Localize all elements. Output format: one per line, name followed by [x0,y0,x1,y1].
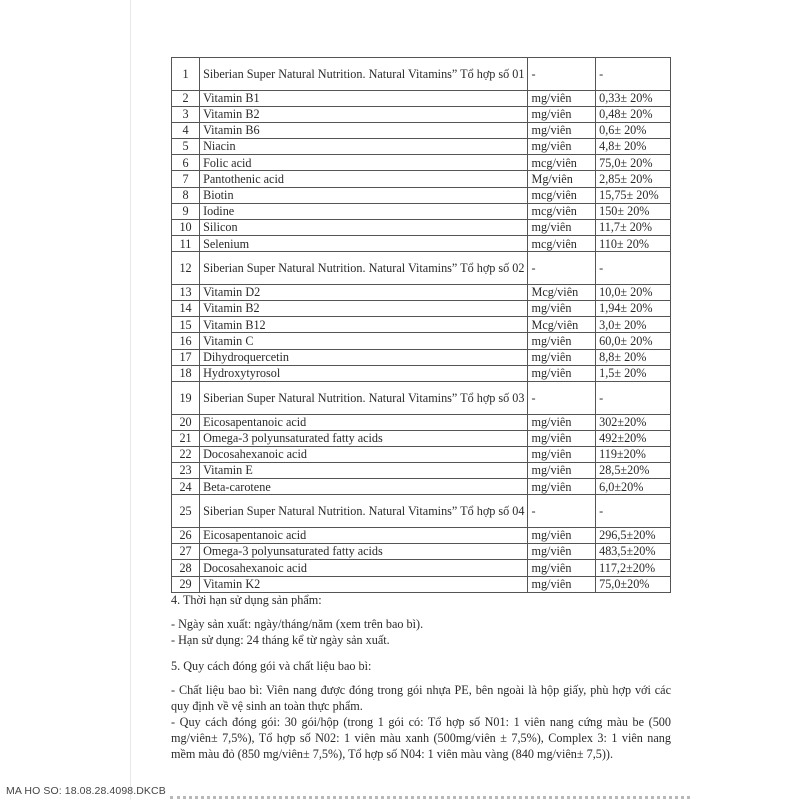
row-number: 13 [172,284,200,300]
row-value: 302±20% [596,414,671,430]
row-number: 17 [172,349,200,365]
row-value: 150± 20% [596,203,671,219]
row-value: 75,0±20% [596,576,671,592]
table-row [172,106,671,122]
table-group-row [172,58,671,91]
row-unit: mg/viên [528,560,596,576]
row-ingredient: Eicosapentanoic acid [200,414,528,430]
row-unit: mcg/viên [528,203,596,219]
row-number: 1 [172,58,200,91]
row-number: 3 [172,106,200,122]
row-value: 10,0± 20% [596,284,671,300]
table-row [172,284,671,300]
row-value: 8,8± 20% [596,349,671,365]
row-unit: mg/viên [528,220,596,236]
row-number: 7 [172,171,200,187]
row-ingredient: Eicosapentanoic acid [200,527,528,543]
section5-packaging-material: - Chất liệu bao bì: Viên nang được đóng trong gói nhựa PE, bên ngoài là hộp giấy, phù hợp với các quy định về vệ sinh an toàn thực phẩm. [171,683,671,713]
row-unit: - [528,495,596,528]
row-ingredient: Vitamin B1 [200,90,528,106]
row-ingredient: Vitamin E [200,463,528,479]
section4-expiry: - Hạn sử dụng: 24 tháng kể từ ngày sản xuất. [171,633,390,647]
row-unit: - [528,58,596,91]
row-ingredient: Selenium [200,236,528,252]
row-unit: mg/viên [528,122,596,138]
row-ingredient: Vitamin D2 [200,284,528,300]
table-row [172,155,671,171]
table-row [172,203,671,219]
row-value: 492±20% [596,430,671,446]
table-row [172,527,671,543]
row-ingredient: Folic acid [200,155,528,171]
row-unit: mg/viên [528,90,596,106]
row-number: 20 [172,414,200,430]
row-ingredient: Vitamin B6 [200,122,528,138]
row-number: 2 [172,90,200,106]
row-number: 10 [172,220,200,236]
row-number: 26 [172,527,200,543]
table-group-row [172,252,671,285]
row-value: 28,5±20% [596,463,671,479]
row-number: 21 [172,430,200,446]
row-number: 8 [172,187,200,203]
row-unit: mg/viên [528,430,596,446]
table-row [172,220,671,236]
table-row [172,349,671,365]
row-value: 1,94± 20% [596,301,671,317]
row-ingredient: Omega-3 polyunsaturated fatty acids [200,430,528,446]
row-unit: Mcg/viên [528,284,596,300]
row-number: 24 [172,479,200,495]
row-value: 4,8± 20% [596,139,671,155]
row-number: 9 [172,203,200,219]
row-ingredient: Pantothenic acid [200,171,528,187]
row-value: 110± 20% [596,236,671,252]
row-unit: mg/viên [528,301,596,317]
row-number: 25 [172,495,200,528]
row-number: 19 [172,382,200,415]
table-row [172,236,671,252]
row-unit: mg/viên [528,479,596,495]
row-value: - [596,252,671,285]
row-ingredient: Biotin [200,187,528,203]
notes-section [171,592,671,762]
section5-heading: 5. Quy cách đóng gói và chất liệu bao bì: [171,659,372,673]
table-row [172,560,671,576]
row-ingredient: Vitamin B12 [200,317,528,333]
row-ingredient: Docosahexanoic acid [200,446,528,462]
table-row [172,301,671,317]
row-number: 23 [172,463,200,479]
row-value: - [596,58,671,91]
table-row [172,576,671,592]
row-unit: mg/viên [528,333,596,349]
table-row [172,187,671,203]
row-number: 6 [172,155,200,171]
table-row [172,90,671,106]
table-row [172,479,671,495]
section4-production-date: - Ngày sản xuất: ngày/tháng/năm (xem trên bao bì). [171,617,424,631]
row-value: 6,0±20% [596,479,671,495]
row-ingredient: Siberian Super Natural Nutrition. Natural Vitamins” Tổ hợp số 01 [200,58,528,91]
row-ingredient: Vitamin C [200,333,528,349]
row-value: 0,48± 20% [596,106,671,122]
row-number: 28 [172,560,200,576]
row-unit: - [528,382,596,415]
row-unit: mg/viên [528,106,596,122]
table-row [172,139,671,155]
row-unit: mcg/viên [528,155,596,171]
row-number: 14 [172,301,200,317]
table-row [172,333,671,349]
row-ingredient: Dihydroquercetin [200,349,528,365]
row-ingredient: Iodine [200,203,528,219]
row-ingredient: Beta-carotene [200,479,528,495]
table-row [172,430,671,446]
row-unit: mcg/viên [528,236,596,252]
nutrition-table-body [172,58,671,593]
nutrition-table [171,57,671,593]
row-ingredient: Niacin [200,139,528,155]
row-ingredient: Siberian Super Natural Nutrition. Natural Vitamins” Tổ hợp số 02 [200,252,528,285]
row-ingredient: Vitamin B2 [200,106,528,122]
row-ingredient: Docosahexanoic acid [200,560,528,576]
row-unit: mg/viên [528,576,596,592]
table-row [172,414,671,430]
document-page [130,0,671,800]
row-unit: mg/viên [528,365,596,381]
row-ingredient: Silicon [200,220,528,236]
row-ingredient: Siberian Super Natural Nutrition. Natural Vitamins” Tổ hợp số 03 [200,382,528,415]
row-unit: mg/viên [528,527,596,543]
row-number: 16 [172,333,200,349]
row-value: 483,5±20% [596,544,671,560]
row-value: - [596,382,671,415]
table-group-row [172,495,671,528]
row-value: 296,5±20% [596,527,671,543]
row-number: 4 [172,122,200,138]
row-value: 0,6± 20% [596,122,671,138]
row-unit: Mcg/viên [528,317,596,333]
row-value: 119±20% [596,446,671,462]
row-ingredient: Vitamin B2 [200,301,528,317]
table-row [172,446,671,462]
row-value: 75,0± 20% [596,155,671,171]
row-number: 18 [172,365,200,381]
row-unit: mg/viên [528,463,596,479]
row-number: 29 [172,576,200,592]
row-value: 1,5± 20% [596,365,671,381]
row-unit: mcg/viên [528,187,596,203]
section4-heading: 4. Thời hạn sử dụng sản phẩm: [171,593,322,607]
row-number: 22 [172,446,200,462]
row-value: 0,33± 20% [596,90,671,106]
row-value: 3,0± 20% [596,317,671,333]
row-unit: mg/viên [528,446,596,462]
table-row [172,122,671,138]
row-unit: mg/viên [528,544,596,560]
row-ingredient: Siberian Super Natural Nutrition. Natural Vitamins” Tổ hợp số 04 [200,495,528,528]
row-number: 27 [172,544,200,560]
row-value: - [596,495,671,528]
row-value: 11,7± 20% [596,220,671,236]
row-ingredient: Vitamin K2 [200,576,528,592]
table-row [172,317,671,333]
row-unit: mg/viên [528,414,596,430]
table-group-row [172,382,671,415]
row-value: 15,75± 20% [596,187,671,203]
row-value: 60,0± 20% [596,333,671,349]
table-row [172,463,671,479]
row-unit: - [528,252,596,285]
table-row [172,365,671,381]
row-number: 15 [172,317,200,333]
row-ingredient: Hydroxytyrosol [200,365,528,381]
row-value: 2,85± 20% [596,171,671,187]
row-unit: mg/viên [528,349,596,365]
row-number: 11 [172,236,200,252]
row-number: 12 [172,252,200,285]
row-ingredient: Omega-3 polyunsaturated fatty acids [200,544,528,560]
row-number: 5 [172,139,200,155]
table-row [172,544,671,560]
row-value: 117,2±20% [596,560,671,576]
row-unit: mg/viên [528,139,596,155]
registration-code: MA HO SO: 18.08.28.4098.DKCB [6,785,166,797]
row-unit: Mg/viên [528,171,596,187]
table-row [172,171,671,187]
section5-packaging-spec: - Quy cách đóng gói: 30 gói/hộp (trong 1 gói có: Tổ hợp số N01: 1 viên nang cứng màu be (500 mg/viên± 7,5%), Tổ hợp số N02: 1 viên màu xanh (500mg/viên ± 7,5%), Complex 3: 1 viên nang mềm màu đỏ (850 mg/viên± 7,5%), Tổ hợp số N04: 1 viên màu vàng (840 mg/viên± 7,5)). [171,715,671,761]
